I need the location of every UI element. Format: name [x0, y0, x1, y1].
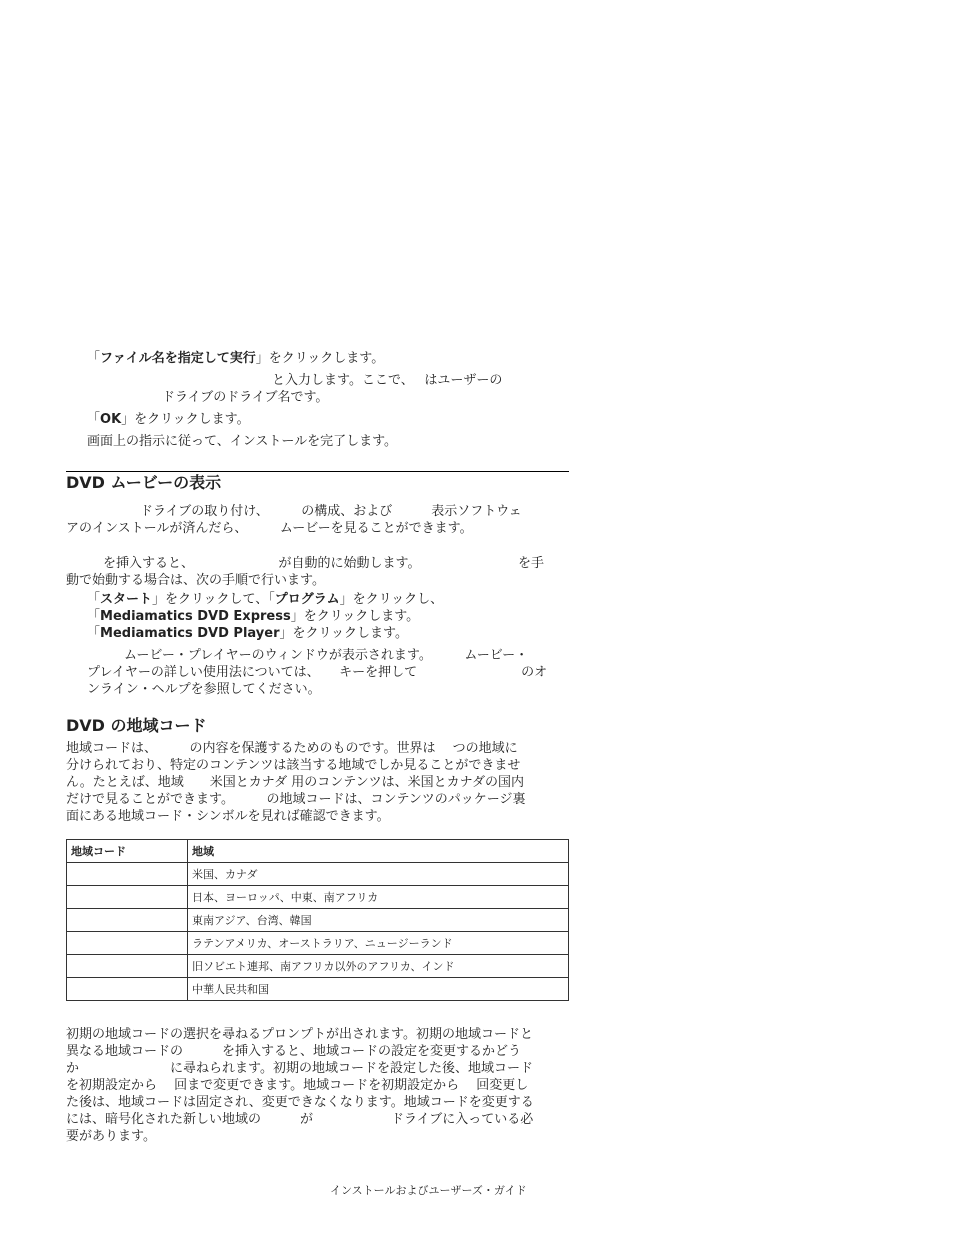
- step-enter-line-2: ドライブのドライブ名です。: [162, 390, 329, 405]
- region-code-cell: [67, 955, 188, 978]
- table-row: [67, 909, 569, 932]
- program-label: プログラム: [274, 592, 340, 607]
- step-enter-line-1: と入力します。ここで、 はユーザーの: [272, 373, 503, 388]
- dvd-intro-line-2: アのインストールが済んだら、 ムービーを見ることができます。: [66, 521, 473, 536]
- ok-label: OK: [100, 412, 122, 427]
- region-name-cell: 日本、ヨーロッパ、中東、南アフリカ: [188, 886, 569, 909]
- region-name-cell: 中華人民共和国: [188, 978, 569, 1001]
- table-row: [67, 863, 569, 886]
- region-name-cell: 東南アジア、台湾、韓国: [188, 909, 569, 932]
- player-line-3: ンライン・ヘルプを参照してください。: [87, 682, 321, 697]
- region-para-line-4: だけで見ることができます。 の地域コードは、コンテンツのパッケージ裏: [66, 792, 526, 807]
- section-rule: [66, 471, 569, 472]
- region-after-line-2: 異なる地域コードの を挿入すると、地域コードの設定を変更するかどう: [66, 1044, 522, 1059]
- region-para-line-5: 面にある地域コード・シンボルを見れば確認できます。: [66, 809, 390, 824]
- region-after-line-3: か に尋ねられます。初期の地域コードを設定した後、地域コード: [66, 1061, 533, 1076]
- express-label: Mediamatics DVD Express: [100, 609, 291, 624]
- run-label: ファイル名を指定して実行: [100, 351, 256, 366]
- step-finish: 画面上の指示に従って、インストールを完了します。: [87, 434, 398, 449]
- region-after-line-5: た後は、地域コードは固定され、変更できなくなります。地域コードを変更する: [66, 1095, 534, 1110]
- region-code-cell: [67, 863, 188, 886]
- step-start-program: 「スタート」をクリックして、「プログラム」をクリックし、: [87, 592, 444, 607]
- region-code-cell: [67, 909, 188, 932]
- step-ok: 「OK」をクリックします。: [87, 412, 250, 427]
- step-run: 「ファイル名を指定して実行」をクリックします。: [87, 351, 385, 366]
- region-after-line-7: 要があります。: [66, 1129, 156, 1144]
- step-player: 「Mediamatics DVD Player」をクリックします。: [87, 626, 408, 641]
- region-code-cell: [67, 978, 188, 1001]
- region-para-line-1: 地域コードは、 の内容を保護するためのものです。世界は つの地域に: [66, 741, 518, 756]
- dvd-insert-line-1: を挿入すると、 が自動的に始動します。 を手: [103, 556, 544, 571]
- region-code-cell: [67, 886, 188, 909]
- step-express: 「Mediamatics DVD Express」をクリックします。: [87, 609, 420, 624]
- dvd-intro-line-1: ドライブの取り付け、 の構成、および 表示ソフトウェ: [140, 504, 522, 519]
- region-after-line-1: 初期の地域コードの選択を尋ねるプロンプトが出されます。初期の地域コードと: [66, 1027, 533, 1042]
- player-label: Mediamatics DVD Player: [100, 626, 280, 641]
- player-line-1: ムービー・プレイヤーのウィンドウが表示されます。 ムービー・: [124, 648, 529, 663]
- region-table: [66, 839, 569, 1001]
- region-code-cell: [67, 932, 188, 955]
- region-heading: DVD の地域コード: [66, 716, 207, 735]
- region-para-line-2: 分けられており、特定のコンテンツは該当する地域でしか見ることができませ: [66, 758, 521, 773]
- header-region: 地域: [188, 840, 569, 863]
- table-row: [67, 978, 569, 1001]
- region-after-line-6: には、暗号化された新しい地域の が ドライブに入っている必: [66, 1112, 534, 1127]
- table-header-row: [67, 840, 569, 863]
- table-row: [67, 932, 569, 955]
- dvd-insert-line-2: 動で始動する場合は、次の手順で行います。: [66, 573, 325, 588]
- region-para-line-3: ん。たとえば、地域 米国とカナダ 用のコンテンツは、米国とカナダの国内: [66, 775, 524, 790]
- player-line-2: プレイヤーの詳しい使用法については、 キーを押して のオ: [87, 665, 548, 680]
- region-name-cell: 米国、カナダ: [188, 863, 569, 886]
- start-label: スタート: [100, 592, 153, 607]
- table-row: [67, 955, 569, 978]
- page-footer: インストールおよびユーザーズ・ガイド: [330, 1184, 527, 1197]
- table-row: [67, 886, 569, 909]
- region-name-cell: ラテンアメリカ、オーストラリア、ニュージーランド: [188, 932, 569, 955]
- dvd-movie-heading: DVD ムービーの表示: [66, 473, 222, 492]
- region-name-cell: 旧ソビエト連邦、南アフリカ以外のアフリカ、インド: [188, 955, 569, 978]
- header-region-code: 地域コード: [67, 840, 188, 863]
- region-after-line-4: を初期設定から 回まで変更できます。地域コードを初期設定から 回変更し: [66, 1078, 529, 1093]
